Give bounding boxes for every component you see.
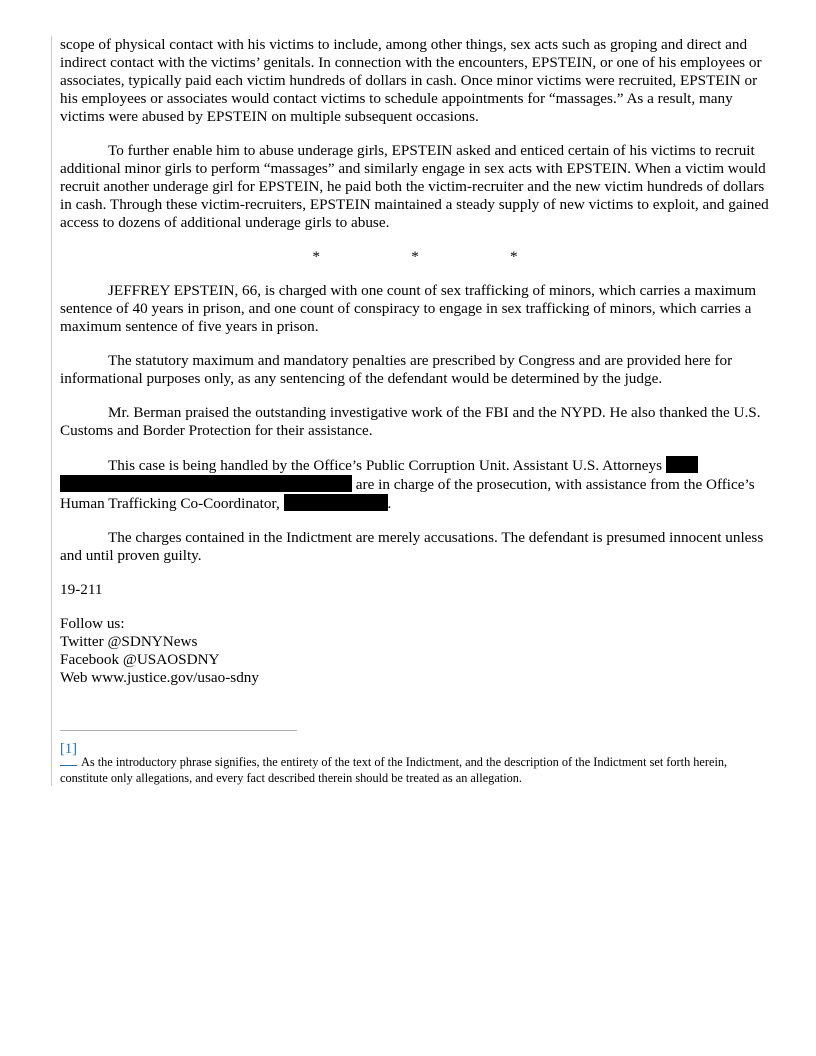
prosecution-text-2: are in charge of the prosecution, with assistance from the Office’s Human Trafficking Co-Coordinator, — [60, 476, 755, 512]
prosecution-text-1: This case is being handled by the Office’s Public Corruption Unit. Assistant U.S. Attorneys — [108, 457, 663, 474]
paragraph-presumption-innocence: The charges contained in the Indictment are merely accusations. The defendant is presumed innocent unless and until proven guilty. — [60, 529, 764, 564]
section-separator — [60, 248, 770, 266]
follow-us-heading: Follow us: — [60, 615, 125, 632]
facebook-link[interactable]: Facebook @USAOSDNY — [60, 651, 220, 668]
twitter-link[interactable]: Twitter @SDNYNews — [60, 633, 198, 650]
redaction-block — [666, 456, 698, 473]
separator-star: * — [411, 248, 419, 265]
paragraph-charges: JEFFREY EPSTEIN, 66, is charged with one count of sex trafficking of minors, which carries a maximum sentence of 40 years in prison, and one count of conspiracy to engage in sex trafficking of minors, which carries a maximum sentence of five years in prison. — [60, 282, 757, 335]
footnote-text: As the introductory phrase signifies, the entirety of the text of the Indictment, and the description of the Indictment set forth herein, constitute only allegations, and every fact described therein should be treated as an allegation. — [60, 755, 728, 785]
release-number: 19-211 — [60, 581, 103, 598]
follow-us-block — [60, 615, 770, 687]
paragraph-acknowledgements: Mr. Berman praised the outstanding investigative work of the FBI and the NYPD. He also thanked the U.S. Customs and Border Protection for their assistance. — [60, 404, 761, 439]
redaction-block — [60, 475, 352, 492]
footnote-reference-link[interactable]: [1] — [60, 741, 77, 757]
prosecution-text-3: . — [387, 495, 392, 512]
document-page — [51, 36, 774, 786]
separator-star: * — [312, 248, 320, 265]
paragraph-victim-recruiters: To further enable him to abuse underage girls, EPSTEIN asked and enticed certain of his victims to recruit additional minor girls to perform “massages” and similarly engage in sex acts with EPSTEIN. When a victim would recruit another underage girl for EPSTEIN, he paid both the victim-recruiter and the new victim hundreds of dollars in cash. Through these victim-recruiters, EPSTEIN maintained a steady supply of new victims to exploit, and gained access to dozens of additional underage girls to abuse. — [60, 142, 769, 231]
paragraph-prosecution-team — [60, 456, 770, 513]
separator-star: * — [510, 248, 518, 265]
footnote-divider — [60, 730, 297, 731]
footnote-backlink[interactable] — [60, 754, 77, 766]
redaction-block — [284, 494, 388, 511]
website-link[interactable]: Web www.justice.gov/usao-sdny — [60, 669, 259, 686]
footnote — [60, 754, 764, 786]
paragraph-physical-contact: scope of physical contact with his victims to include, among other things, sex acts such as groping and direct and indirect contact with the victims’ genitals. In connection with the encounters, EPSTEIN, or one of his employees or associates, typically paid each victim hundreds of dollars in cash. Once minor victims were recruited, EPSTEIN or his employees or associates would contact victims to schedule appointments for “massages.” As a result, many victims were abused by EPSTEIN on multiple subsequent occasions. — [60, 36, 762, 125]
paragraph-penalties: The statutory maximum and mandatory penalties are prescribed by Congress and are provided here for informational purposes only, as any sentencing of the defendant would be determined by the judge. — [60, 352, 733, 387]
press-release-body — [60, 36, 770, 687]
